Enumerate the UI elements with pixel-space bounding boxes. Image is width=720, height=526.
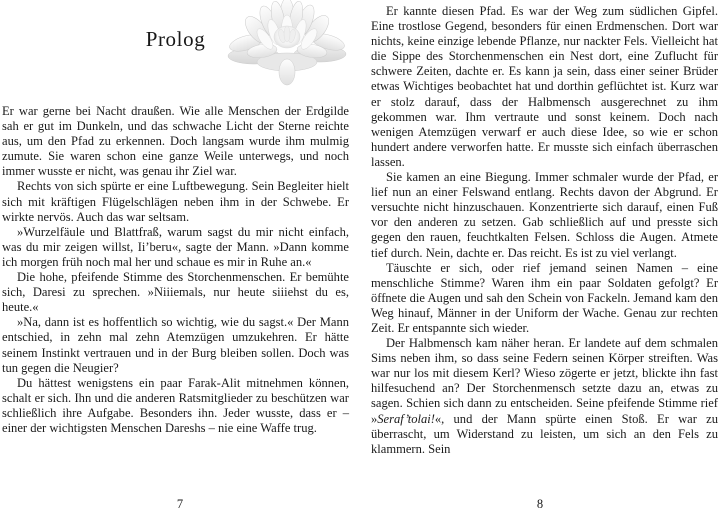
right-page-body	[371, 0, 718, 457]
paragraph: »Wurzelfäule und Blattfraß, warum sagst du mir nicht einfach, was du mir zeigen willst, Ii’beru«, sagte der Mann. »Dann komme ich morgen früh noch mal her und schaue es mir in Ruhe an.«	[2, 224, 349, 269]
chapter-head-block	[2, 0, 349, 104]
paragraph: Rechts von sich spürte er eine Luftbewegung. Sein Begleiter hielt sich mit kräftigen Flügelschlägen neben ihm in der Schwebe. Er wirkte nervös. Auch das war seltsam.	[2, 179, 349, 224]
right-page	[360, 0, 720, 526]
page-number: 7	[176, 497, 184, 511]
left-page-body	[2, 104, 349, 436]
paragraph: Er kannte diesen Pfad. Es war der Weg zum südlichen Gipfel. Eine trostlose Gegend, besonders für einen Erdmenschen. Dort war nichts, keine einzige lebende Pflanze, nur nackter Fels. Vielleicht hat die Sippe des Storchenmenschen ein Nest dort, eine Zuflucht für schwere Zeiten, dachte er. Es kann ja sein, dass einer seiner Brüder etwas Wichtiges beobachtet hat und dorthin geflüchtet ist. Kurz war er stolz darauf, dass der Halbmensch ausgerechnet zu ihm gekommen war. Ihm vertraute und sonst keinem. Doch nach wenigen Atemzügen verwarf er auch diese Idee, so wie er schon hundert andere verworfen hatte. Er musste sich einfach überraschen lassen.	[371, 4, 718, 169]
paragraph: Sie kamen an eine Biegung. Immer schmaler wurde der Pfad, er lief nun an einer Felswand entlang. Rechts davon der Abgrund. Er versuchte nicht hinzuschauen. Konzentrierte sich darauf, einen Fuß vor den anderen zu setzen. Gab schließlich auf und presste sich gegen den rauen, feuchtkalten Felsen. Schloss die Augen. Atmete tief durch. Nein, dachte er. Das reicht. Es ist zu viel verlangt.	[371, 170, 718, 260]
paragraph: Täuschte er sich, oder rief jemand seinen Namen – eine menschliche Stimme? Waren ihm ein paar Soldaten gefolgt? Er öffnete die Augen und sah den Schein von Fackeln. Jemand kam den Weg hinauf, Männer in der Uniform der Wache. Genau zur rechten Zeit. Er entspannte sich wieder.	[371, 260, 718, 335]
page-number: 8	[536, 497, 544, 511]
paragraph: »Na, dann ist es hoffentlich so wichtig, wie du sagst.« Der Mann entschied, in zehn mal zehn Atemzügen umzukehren. Er hätte seinem Instinkt vertrauen und in der Burg bleiben sollen. Doch was tun gegen die Neugier?	[2, 315, 349, 375]
paragraph: Der Halbmensch kam näher heran. Er landete auf dem schmalen Sims neben ihm, so dass seine Federn seinen Körper streiften. Was war nur los mit diesem Kerl? Wieso zögerte er jetzt, blickte ihn fast hilfesuchend an? Der Storchenmensch setzte dazu an, etwas zu sagen. Schien sich dann zu entscheiden. Seine pfeifende Stimme rief »Seraf’tolai!«, und der Mann spürte einen Stoß. Er war zu überrascht, um Widerstand zu leisten, um sich an den Fels zu klammern. Sein	[371, 336, 718, 456]
paragraph: Er war gerne bei Nacht draußen. Wie alle Menschen der Erdgilde sah er gut im Dunkeln, und das schwache Licht der Sterne reichte aus, um den Pfad zu erkennen. Doch langsam wurde ihm mulmig zumute. Sie waren schon eine ganze Weile unterwegs, und noch immer wusste er nicht, was genau ihr Ziel war.	[2, 104, 349, 179]
paragraph: Die hohe, pfeifende Stimme des Storchenmenschen. Er bemühte sich, Daresi zu sprechen. »Niiiemals, nur heute siiiehst du es, heute.«	[2, 270, 349, 315]
paragraph: Du hättest wenigstens ein paar Farak-Alit mitnehmen können, schalt er sich. Ihn und die anderen Ratsmitglieder zu beschützen war schließlich ihre Aufgabe. Besonders ihn. Jeder wusste, dass er – einer der wichtigsten Menschen Dareshs – nie eine Waffe trug.	[2, 375, 349, 435]
page-title: Prolog	[145, 27, 206, 51]
